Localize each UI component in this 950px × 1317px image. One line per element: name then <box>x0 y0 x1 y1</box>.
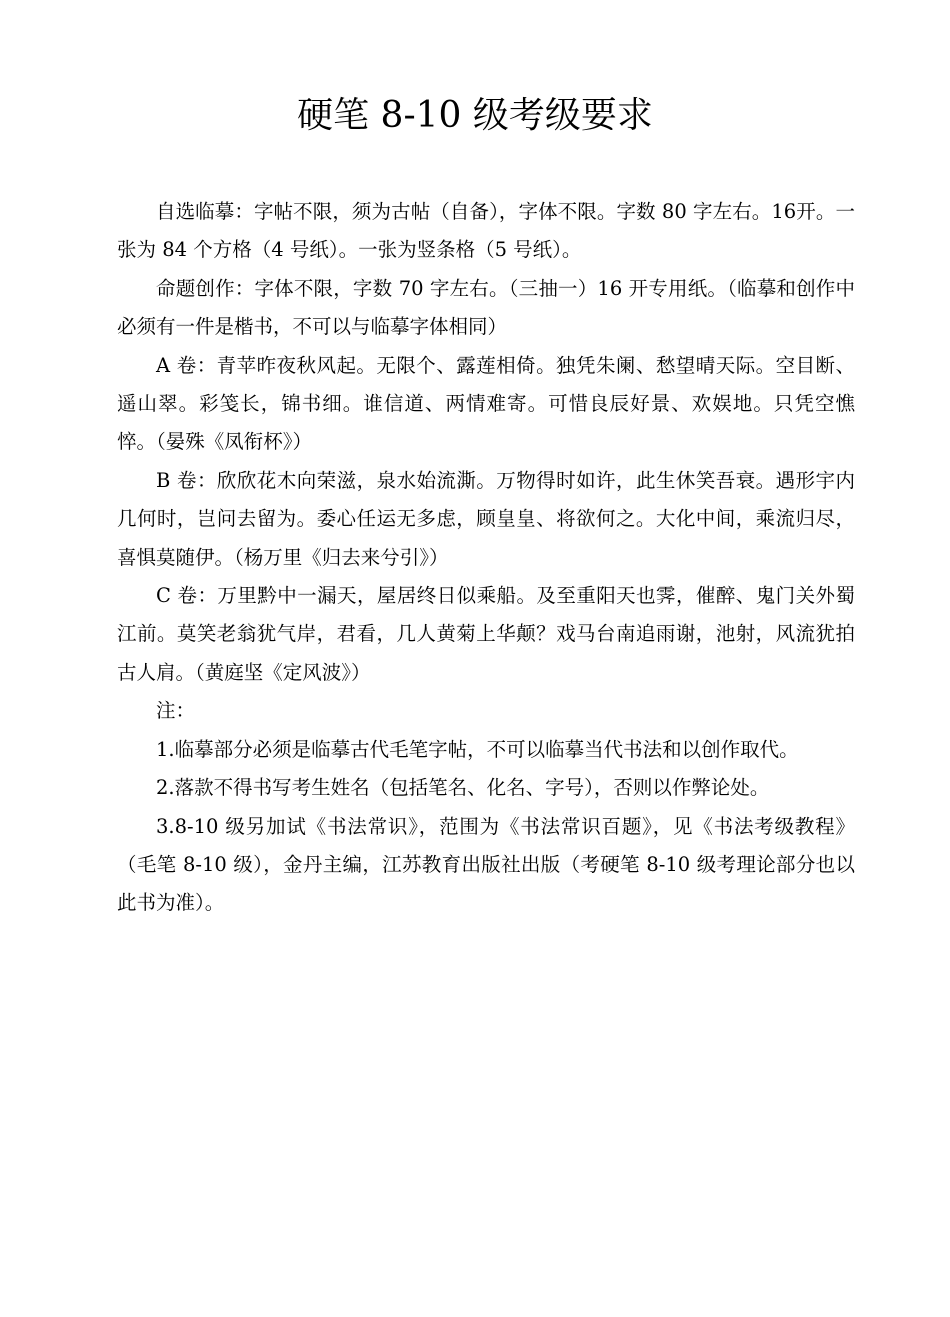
note-item-3: 3.8-10 级另加试《书法常识》，范围为《书法常识百题》，见《书法考级教程》（毛笔 8-10 级），金丹主编，江苏教育出版社出版（考硬笔 8-10 级考理论部分也以此书为准）。 <box>117 814 855 915</box>
note-item-1: 1.临摹部分必须是临摹古代毛笔字帖，不可以临摹当代书法和以创作取代。 <box>156 737 799 761</box>
note-item-2: 2.落款不得书写考生姓名（包括笔名、化名、字号），否则以作弊论处。 <box>156 776 770 800</box>
paragraph-topic-creation: 命题创作：字体不限，字数 70 字左右。（三抽一）16 开专用纸。（临摹和创作中必须有一件是楷书，不可以与临摹字体相同） <box>117 276 855 339</box>
paragraph-paper-c: C 卷：万里黔中一漏天，屋居终日似乘船。及至重阳天也霁，催醉、鬼门关外蜀江前。莫笑老翁犹气岸，君看，几人黄菊上华颠？戏马台南追雨谢，池射，风流犹拍古人肩。（黄庭坚《定风波》） <box>117 584 855 684</box>
page-title: 硬笔 8-10 级考级要求 <box>297 95 653 136</box>
notes-heading: 注： <box>156 699 196 723</box>
paragraph-paper-b: B 卷：欣欣花木向荣滋，泉水始流澌。万物得时如许，此生休笑吾衰。遇形宇内几何时，岂问去留为。委心任运无多虑，顾皇皇、将欲何之。大化中间，乘流归尽，喜惧莫随伊。（杨万里《归去来兮引》） <box>117 468 855 569</box>
paragraph-paper-a: A 卷：青苹昨夜秋风起。无限个、露莲相倚。独凭朱阑、愁望晴天际。空目断、遥山翠。彩笺长，锦书细。谁信道、两情难寄。可惜良辰好景、欢娱地。只凭空憔悴。（晏殊《凤衔杯》） <box>117 353 855 454</box>
document-body <box>117 193 855 923</box>
paragraph-self-copy: 自选临摹：字帖不限，须为古帖（自备），字体不限。字数 80 字左右。16开。一张为 84 个方格（4 号纸）。一张为竖条格（5 号纸）。 <box>117 200 855 262</box>
